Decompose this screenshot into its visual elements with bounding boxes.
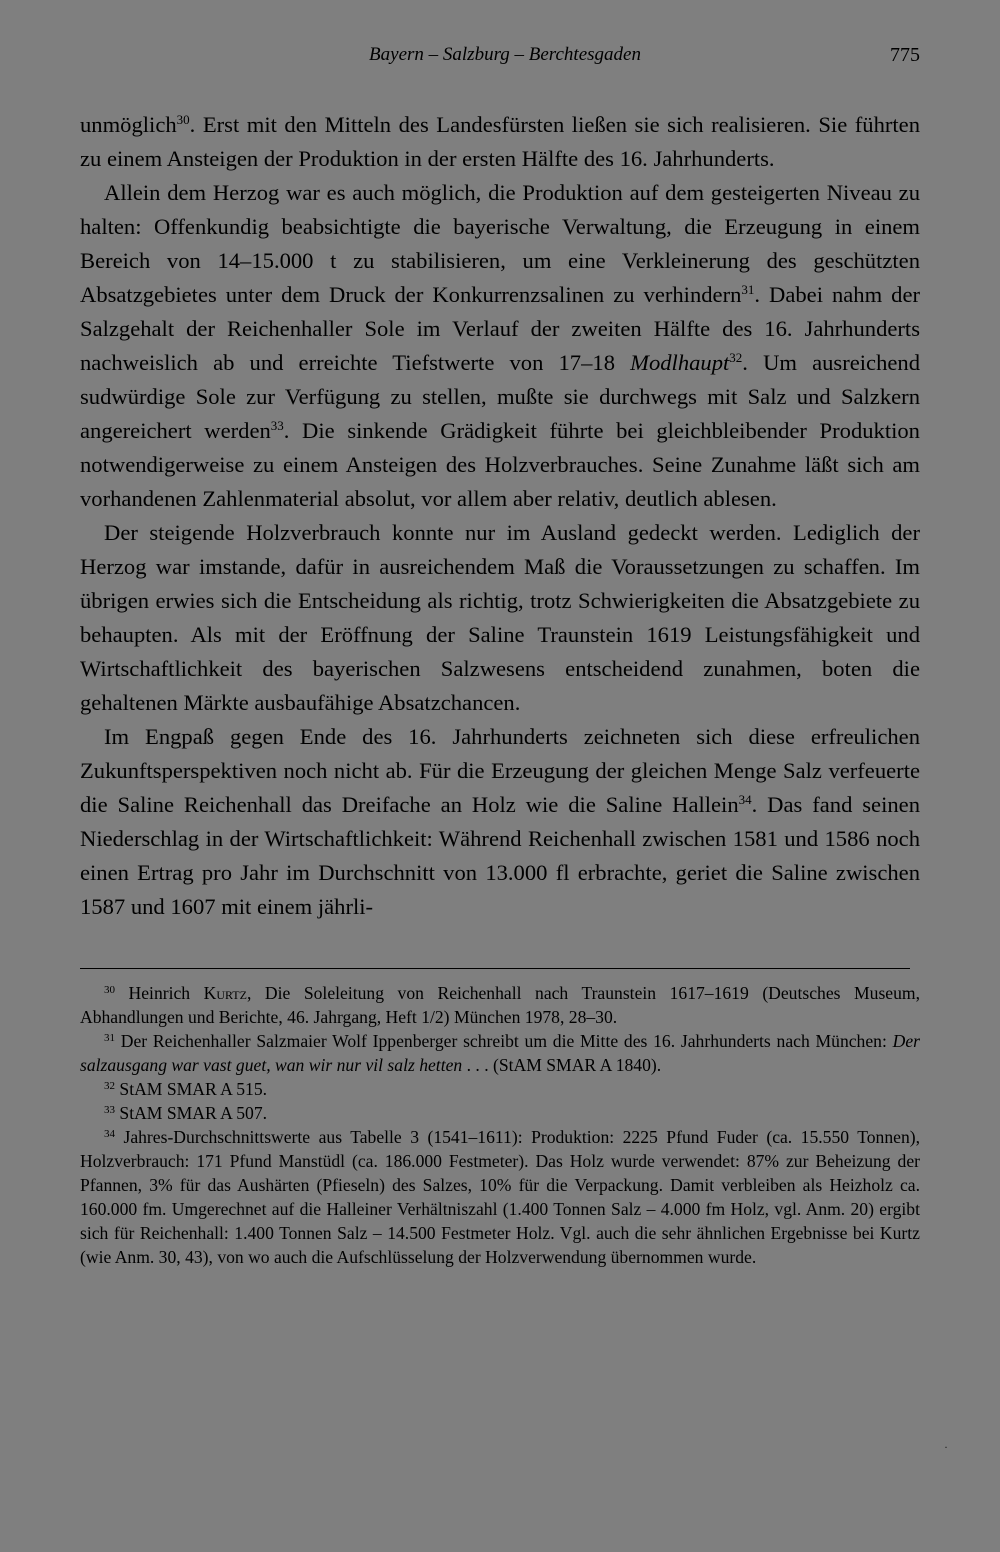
running-head: [80, 44, 920, 74]
paragraph-4: [80, 720, 920, 924]
footnotes: [80, 981, 920, 1269]
paragraph-2-text-c: . Um ausreichend sudwürdige Sole zur Verfügung zu stellen, mußte sie durchwegs mit Salz und Salzkern angereichert werden: [80, 350, 920, 443]
footnote-31-text-a: Der Reichenhaller Salzmaier Wolf Ippenberger schreibt um die Mitte des 16. Jahrhunderts nach München:: [120, 1031, 893, 1051]
footnote-number: 30: [104, 984, 115, 996]
footnote-ref-30: 30: [176, 112, 190, 127]
paragraph-3: Der steigende Holzverbrauch konnte nur im Ausland gedeckt werden. Lediglich der Herzog war imstande, dafür in ausreichendem Maß die Voraussetzungen zu schaffen. Im übrigen erwies sich die Entscheidung als richtig, trotz Schwierigkeiten die Absatzgebiete zu behaupten. Als mit der Eröffnung der Saline Traunstein 1619 Leistungsfähigkeit und Wirtschaftlichkeit des bayerischen Salzwesens entscheidend zunahmen, boten die gehaltenen Märkte ausbaufähige Absatzchancen.: [80, 520, 920, 715]
page-number: 775: [890, 44, 920, 66]
paragraph-1-text-a: unmöglich: [80, 112, 177, 137]
scan-mark: ·: [944, 1440, 948, 1454]
footnote-32: [80, 1077, 920, 1101]
paragraph-4-text-a: Im Engpaß gegen Ende des 16. Jahrhunderts zeichneten sich diese erfreulichen Zukunftsperspektiven noch nicht ab. Für die Erzeugung der gleichen Menge Salz verfeuerte die Saline Reichenhall das Dreifache an Holz wie die Saline Hallein: [80, 724, 920, 817]
paragraph-1: [80, 108, 920, 176]
paragraph-2-italic-term: Modlhaupt: [630, 350, 730, 375]
footnote-ref-31: 31: [741, 282, 755, 297]
footnote-30-text-a: Heinrich: [128, 983, 204, 1003]
footnote-30-text-b: , Die Soleleitung von Reichenhall nach Traunstein 1617–1619 (Deutsches Museum, Abhandlungen und Berichte, 46. Jahrgang, Heft 1/2) München 1978, 28–30.: [80, 983, 920, 1027]
footnote-number: 34: [104, 1128, 115, 1140]
footnote-number: 32: [104, 1080, 115, 1092]
footnote-33-text: StAM SMAR A 507.: [119, 1103, 268, 1123]
footnote-number: 31: [104, 1032, 115, 1044]
running-title: Bayern – Salzburg – Berchtesgaden: [369, 44, 641, 65]
footnote-ref-33: 33: [270, 418, 284, 433]
footnote-34: [80, 1125, 920, 1269]
footnote-30-author: Kurtz: [203, 983, 247, 1003]
footnote-ref-32: 32: [729, 350, 743, 365]
paragraph-1-text-b: . Erst mit den Mitteln des Landesfürsten ließen sie sich realisieren. Sie führten zu einem Ansteigen der Produktion in der ersten Hälfte des 16. Jahrhunderts.: [80, 112, 920, 171]
footnote-30: [80, 981, 920, 1029]
paragraph-4-text-b: . Das fand seinen Niederschlag in der Wirtschaftlichkeit: Während Reichenhall zwischen 1581 und 1586 noch einen Ertrag pro Jahr im Durchschnitt von 13.000 fl erbrachte, geriet die Saline zwischen 1587 und 1607 mit einem jährli-: [80, 792, 920, 919]
paragraph-2-text-a: Allein dem Herzog war es auch möglich, die Produktion auf dem gesteigerten Niveau zu halten: Offenkundig beabsichtigte die bayerische Verwaltung, die Erzeugung in einem Bereich von 14–15.000 t zu stabilisieren, um eine Verkleinerung des geschützten Absatzgebietes unter dem Druck der Konkurrenzsalinen zu verhindern: [80, 180, 920, 307]
footnote-32-text: StAM SMAR A 515.: [119, 1079, 268, 1099]
footnote-31: [80, 1029, 920, 1077]
footnote-ref-34: 34: [738, 792, 752, 807]
footnote-33: [80, 1101, 920, 1125]
footnote-number: 33: [104, 1104, 115, 1116]
body-text: [80, 108, 920, 924]
footnote-34-text: Jahres-Durchschnittswerte aus Tabelle 3 (1541–1611): Produktion: 2225 Pfund Fuder (ca. 15.550 Tonnen), Holzverbrauch: 171 Pfund Manstüdl (ca. 186.000 Festmeter). Das Holz wurde verwendet: 87% zur Beheizung der Pfannen, 3% für das Aushärten (Pfieseln) des Salzes, 10% für die Verpackung. Damit verbleiben als Heizholz ca. 160.000 fm. Umgerechnet auf die Halleiner Verhältniszahl (1.400 Tonnen Salz – 4.000 fm Holz, vgl. Anm. 20) ergibt sich für Reichenhall: 1.400 Tonnen Salz – 14.500 Festmeter Holz. Vgl. auch die sehr ähnlichen Ergebnisse bei Kurtz (wie Anm. 30, 43), von wo auch die Aufschlüsselung der Holzverwendung übernommen wurde.: [80, 1127, 920, 1267]
footnote-31-quote: Der salzausgang war vast guet, wan wir nur vil salz hetten: [80, 1031, 920, 1075]
footnote-separator: [80, 968, 910, 969]
document-page: [80, 44, 920, 1269]
paragraph-2: [80, 176, 920, 516]
paragraph-2-text-b: . Dabei nahm der Salzgehalt der Reichenhaller Sole im Verlauf der zweiten Hälfte des 16. Jahrhunderts nachweislich ab und erreichte Tiefstwerte von 17–18: [80, 282, 921, 375]
paragraph-2-text-d: . Die sinkende Grädigkeit führte bei gleichbleibender Produktion notwendigerweise zu einem Ansteigen des Holzverbrauches. Seine Zunahme läßt sich am vorhandenen Zahlenmaterial absolut, vor allem aber relativ, deutlich ablesen.: [80, 418, 920, 511]
footnote-31-text-b: . . . (StAM SMAR A 1840).: [462, 1055, 662, 1075]
